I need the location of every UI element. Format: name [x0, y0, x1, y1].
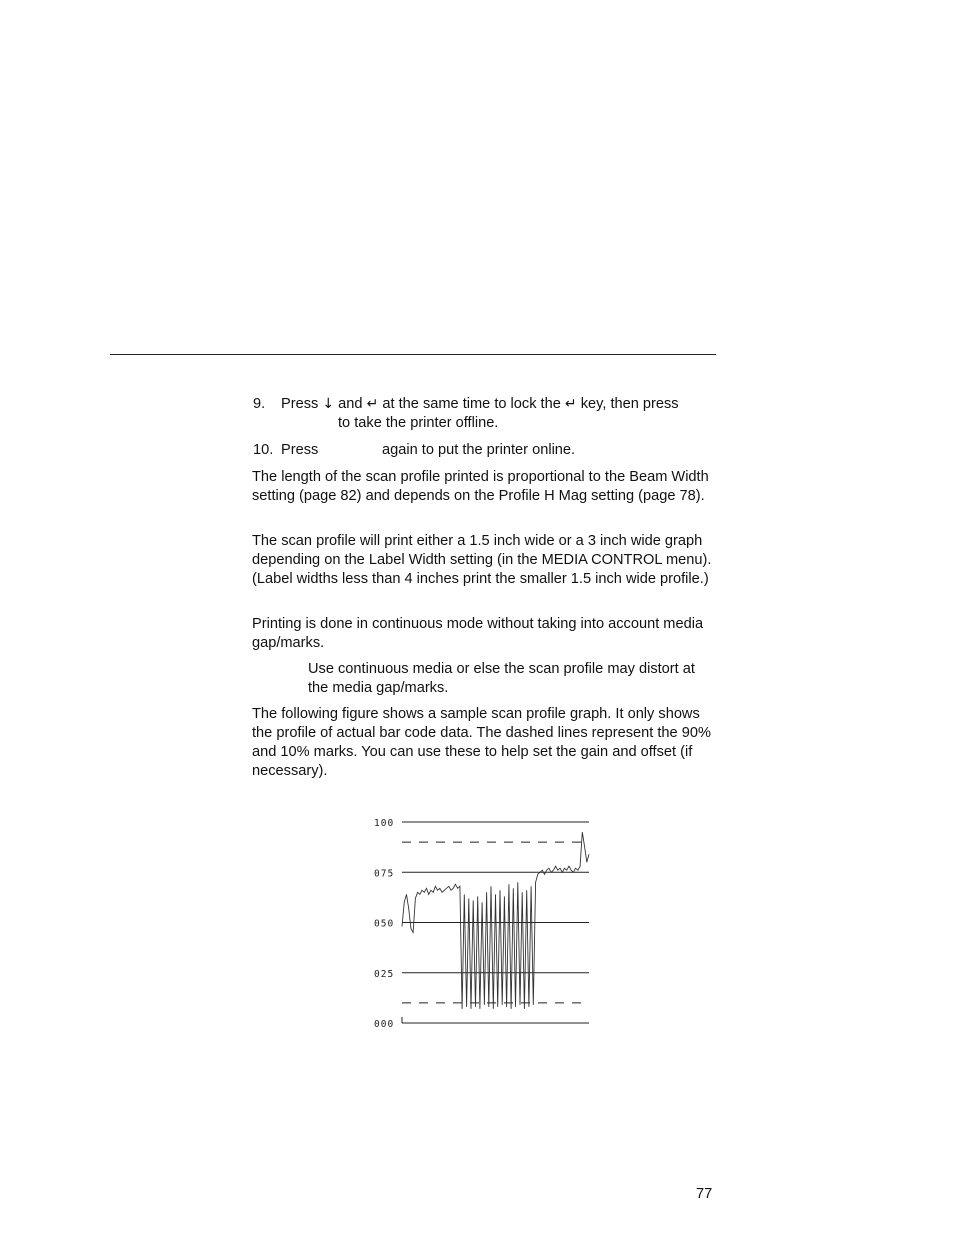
header-rule: [110, 354, 716, 355]
step-9-number: 9.: [253, 396, 266, 412]
step-9-key-then: key, then press: [580, 396, 679, 412]
step-9-line-1: [281, 396, 679, 412]
step-10-number: 10.: [253, 442, 274, 458]
page-number: 77: [696, 1186, 713, 1202]
y-tick-label: 050: [374, 918, 395, 930]
paragraph-text: The length of the scan profile printed is proportional to the Beam Width setting (page 82) and depends on the Profile H Mag setting (page 78).: [252, 469, 709, 504]
paragraph-text: The scan profile will print either a 1.5 inch wide or a 3 inch wide graph depending on the Label Width setting (in the MEDIA CONTROL menu). (Label widths less than 4 inches print the smaller 1.5 inch wide profile.): [252, 533, 712, 587]
step-9-press: Press: [281, 396, 319, 412]
y-tick-label: 000: [374, 1019, 395, 1030]
step-10-rest: again to put the printer online.: [382, 442, 576, 458]
down-arrow-icon: ↓: [322, 396, 335, 412]
enter-key-icon: ↵: [564, 396, 577, 412]
paragraph-text: The following figure shows a sample scan profile graph. It only shows the profile of actual bar code data. The dashed lines represent the 90% and 10% marks. You can use these to help set the gain and offset (if necessary).: [252, 706, 711, 779]
scan-profile-line: [402, 832, 589, 1009]
step-9-line-2: to take the printer offline.: [338, 415, 499, 431]
enter-key-icon: ↵: [366, 396, 379, 412]
paragraph-label-width: [252, 532, 714, 589]
y-tick-label: 075: [374, 868, 395, 880]
note-text: Use continuous media or else the scan profile may distort at the media gap/marks.: [308, 661, 695, 696]
y-tick-label: 025: [374, 968, 395, 980]
step-9-same-time: at the same time to lock the: [382, 396, 561, 412]
scan-profile-chart: [360, 810, 600, 1030]
paragraph-continuous-mode: [252, 615, 714, 653]
paragraph-beam-width: [252, 468, 714, 506]
y-tick-label: 100: [374, 818, 395, 829]
scan-profile-svg: [360, 810, 600, 1030]
paragraph-text: Printing is done in continuous mode without taking into account media gap/marks.: [252, 616, 704, 651]
step-9-and: and: [338, 396, 363, 412]
paragraph-figure-intro: [252, 705, 714, 781]
step-10-press: Press: [281, 442, 319, 458]
